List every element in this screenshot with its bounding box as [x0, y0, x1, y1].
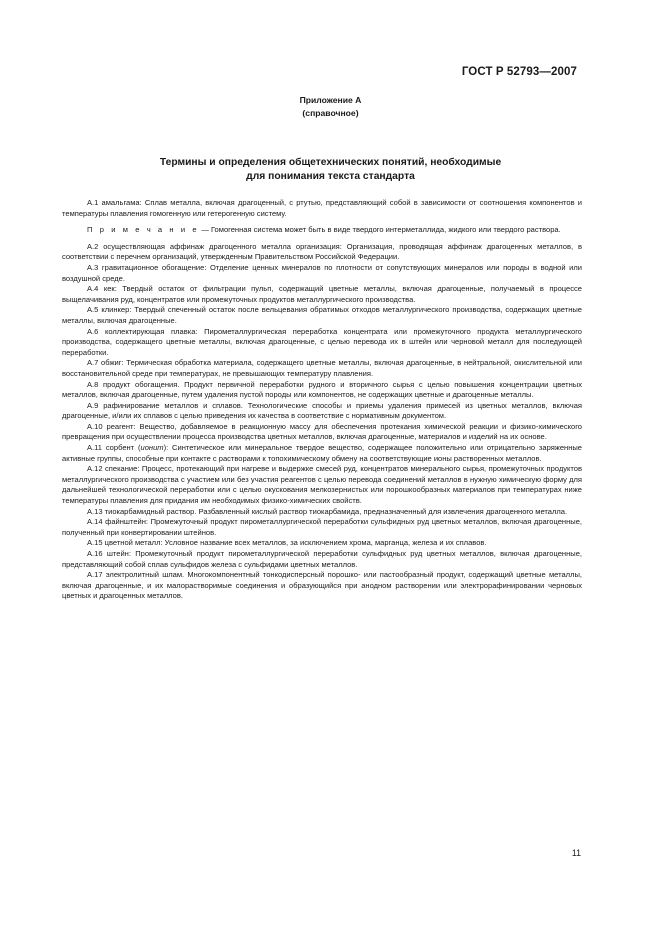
- page-number: 11: [571, 848, 581, 858]
- term-a7: А.7 обжиг: Термическая обработка материала, содержащего цветные металлы, включая драгоценные, в нейтральной, окислительной или восстановительной среде при температурах, не превышающих температуру плавления.: [62, 358, 582, 378]
- appendix-heading: [0, 94, 661, 120]
- term-a10: А.10 реагент: Вещество, добавляемое в реакционную массу для обеспечения протекания химической реакции и физико-химического превращения при осуществлении процесса производства цветных металлов, включая драгоценные, материалов и изделий на их основе.: [62, 421, 582, 442]
- section-title-line-1: Термины и определения общетехнических понятий, необходимые: [159, 157, 502, 168]
- term-a15: А.15 цветной металл: Условное название всех металлов, за исключением хрома, марганца, железа и их сплавов.: [87, 538, 487, 548]
- term-a14: А.14 файнштейн: Промежуточный продукт пирометаллургической переработки сульфидных руд цветных металлов, включая драгоценные, полученный при конвертировании штейнов.: [62, 517, 582, 537]
- term-a11: А.11 сорбент (ионит): Синтетическое или минеральное твердое вещество, содержащее положительно или отрицательно заряженные активные группы, способные при контакте с растворами к топохимическому обмену на соответствующие ионы растворенных металлов.: [62, 443, 582, 463]
- appendix-type: (справочное): [302, 108, 359, 118]
- term-a1: А.1 амальгама: Сплав металла, включая драгоценный, с ртутью, представляющий собой в зависимости от соотношения компонентов и температуры плавления гомогенную или гетерогенную систему.: [62, 198, 582, 218]
- term-a12: А.12 спекание: Процесс, протекающий при нагреве и выдержке смесей руд, концентратов минерального сырья, промежуточных продуктов металлургического производства с участием или без участия реагентов с целью перевода соединений металлов в нужную химическую форму для дальнейшей технологической переработки или с целью окускования мелкозернистых или порошкообразных материалов при температурах ниже температуры плавления для придания им необходимых физико-химических свойств.: [62, 464, 582, 506]
- term-a16: А.16 штейн: Промежуточный продукт пирометаллургической переработки сульфидных руд цветных металлов, включая драгоценные, представляющий собой сплав сульфидов железа с сульфидами цветных металлов.: [62, 549, 582, 569]
- terms-body: [62, 198, 582, 602]
- section-title-line-2: для понимания текста стандарта: [246, 170, 415, 182]
- standard-header: ГОСТ Р 52793—2007: [461, 66, 577, 78]
- term-a8: А.8 продукт обогащения. Продукт первичной переработки рудного и вторичного сырья с целью повышения концентрации цветных металлов, включая драгоценные, путем удаления пустой породы или компонентов, не содержащих цветные и драгоценные металлы.: [62, 379, 582, 400]
- note-label: П р и м е ч а н и е: [87, 225, 200, 235]
- appendix-label: Приложение А: [299, 95, 362, 105]
- term-a4: А.4 кек: Твердый остаток от фильтрации пульп, содержащий цветные металлы, включая драгоценные, получаемый в процессе выщелачивания руд, концентратов или промежуточных продуктов металлургического производства.: [62, 284, 582, 304]
- note-text: — Гомогенная система может быть в виде твердого интерметаллида, жидкого или твердого раствора.: [201, 225, 561, 235]
- term-a17: А.17 электролитный шлам. Многокомпонентный тонкодисперсный порошко- или пастообразный продукт, содержащий цветные металлы, включая драгоценные, и их малорастворимые соединения и образующийся при анодном растворении или электрорафинировании черновых цветных и драгоценных металлов.: [62, 570, 582, 601]
- term-a6: А.6 коллектирующая плавка: Пирометаллургическая переработка концентрата или промежуточного продукта металлургического производства, содержащего цветные металлы, включая драгоценные, с целью перевода их в штейн или черновой металл для последующей переработки.: [62, 326, 582, 357]
- term-a2: А.2 осуществляющая аффинаж драгоценного металла организация: Организация, проводящая аффинаж драгоценных металлов, в соответствии с перечнем организаций, утвержденным Правительством Российской Федерации.: [62, 241, 582, 262]
- term-a5: А.5 клинкер: Твердый спеченный остаток после вельцевания обратимых отходов металлургического производства, содержащих цветные металлы, включая драгоценные.: [62, 305, 582, 325]
- note-paragraph: [62, 225, 582, 236]
- term-a13: А.13 тиокарбамидный раствор. Разбавленный кислый раствор тиокарбамида, предназначенный для извлечения драгоценного металла.: [87, 506, 568, 516]
- term-a3: А.3 гравитационное обогащение: Отделение ценных минералов по плотности от сопутствующих минералов или породы в водной или воздушной среде.: [62, 262, 582, 283]
- term-a9: А.9 рафинирование металлов и сплавов. Технологические способы и приемы удаления примесей из цветных металлов, включая драгоценные, и/или их сплавов с целью приведения их качества в соответствие с нормативным документом.: [62, 400, 582, 421]
- section-title: [0, 156, 661, 183]
